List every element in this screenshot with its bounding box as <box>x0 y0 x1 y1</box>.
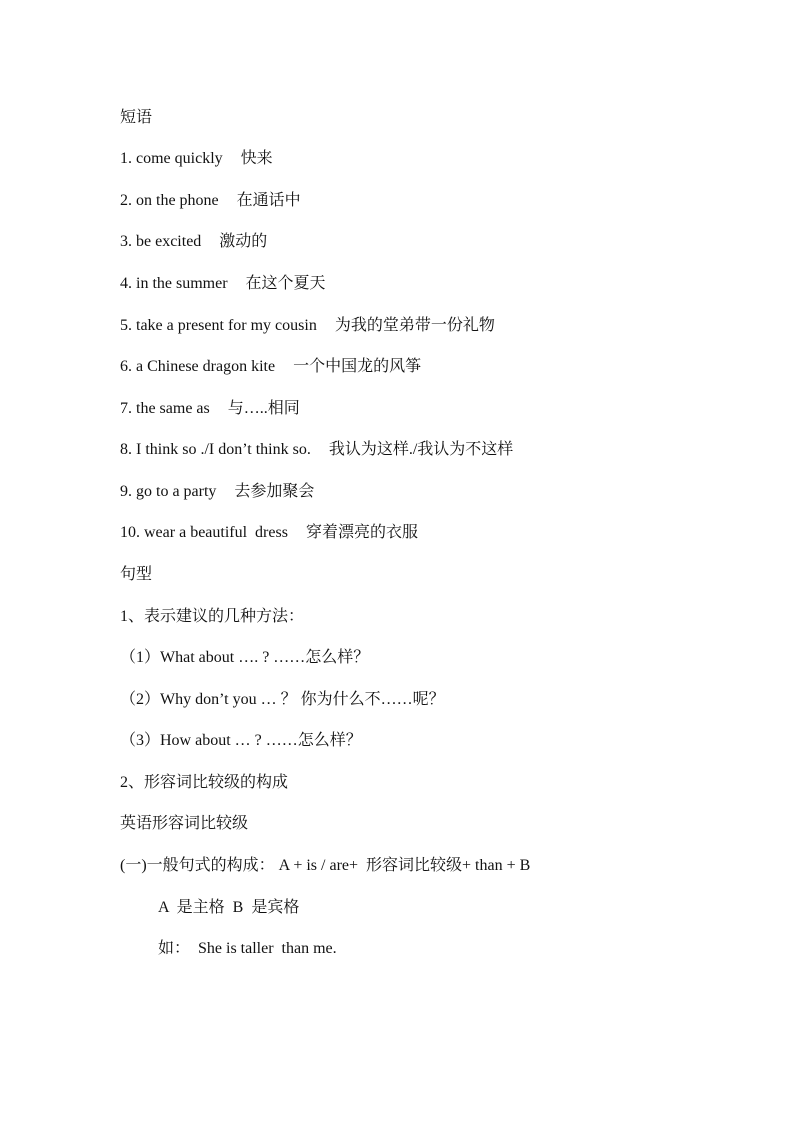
comparative-example: 如： She is taller than me. <box>158 940 337 957</box>
phrase-item <box>120 149 273 169</box>
comparative-title: 2、形容词比较级的构成 <box>120 774 289 791</box>
phrase-item <box>120 274 326 294</box>
suggestion-item: （2）Why don’t you … ？ 你为什么不……呢？ <box>120 691 445 708</box>
phrase-chinese: 与…..相同 <box>227 400 300 417</box>
phrase-chinese: 激动的 <box>219 233 268 250</box>
phrases-heading: 短语 <box>120 109 153 126</box>
phrase-chinese: 在这个夏天 <box>245 275 326 292</box>
comparative-rule: (一)一般句式的构成： A + is / are+ 形容词比较级+ than + B <box>120 857 531 874</box>
phrase-item <box>120 191 301 211</box>
phrase-english: 8. I think so ./I don’t think so. <box>120 441 311 458</box>
phrase-english: 7. the same as <box>120 400 210 417</box>
suggestion-item: （1）What about …. ? ……怎么样？ <box>120 649 370 666</box>
phrase-chinese: 我认为这样./我认为不这样 <box>328 441 514 458</box>
phrase-english: 6. a Chinese dragon kite <box>120 358 276 375</box>
phrase-item <box>120 357 421 377</box>
phrase-chinese: 为我的堂弟带一份礼物 <box>334 317 495 334</box>
phrase-item <box>120 440 513 460</box>
comparative-subtitle: 英语形容词比较级 <box>120 815 249 832</box>
phrase-chinese: 去参加聚会 <box>234 483 315 500</box>
phrase-item <box>120 316 495 336</box>
phrase-chinese: 穿着漂亮的衣服 <box>305 524 418 541</box>
phrase-item <box>120 523 418 543</box>
phrase-chinese: 一个中国龙的风筝 <box>293 358 422 375</box>
phrase-english: 4. in the summer <box>120 275 228 292</box>
phrase-item <box>120 482 314 502</box>
sentences-heading: 句型 <box>120 566 153 583</box>
phrase-item <box>120 232 267 252</box>
phrase-english: 1. come quickly <box>120 150 223 167</box>
suggestion-title: 1、表示建议的几种方法： <box>120 608 305 625</box>
phrase-chinese: 快来 <box>240 150 273 167</box>
phrase-english: 5. take a present for my cousin <box>120 317 317 334</box>
phrase-english: 10. wear a beautiful dress <box>120 524 288 541</box>
phrase-chinese: 在通话中 <box>236 192 301 209</box>
phrase-english: 2. on the phone <box>120 192 219 209</box>
phrase-item <box>120 399 300 419</box>
comparative-note: A 是主格 B 是宾格 <box>158 899 300 916</box>
suggestion-item: （3）How about … ? ……怎么样？ <box>120 732 362 749</box>
phrase-english: 3. be excited <box>120 233 202 250</box>
phrase-english: 9. go to a party <box>120 483 217 500</box>
